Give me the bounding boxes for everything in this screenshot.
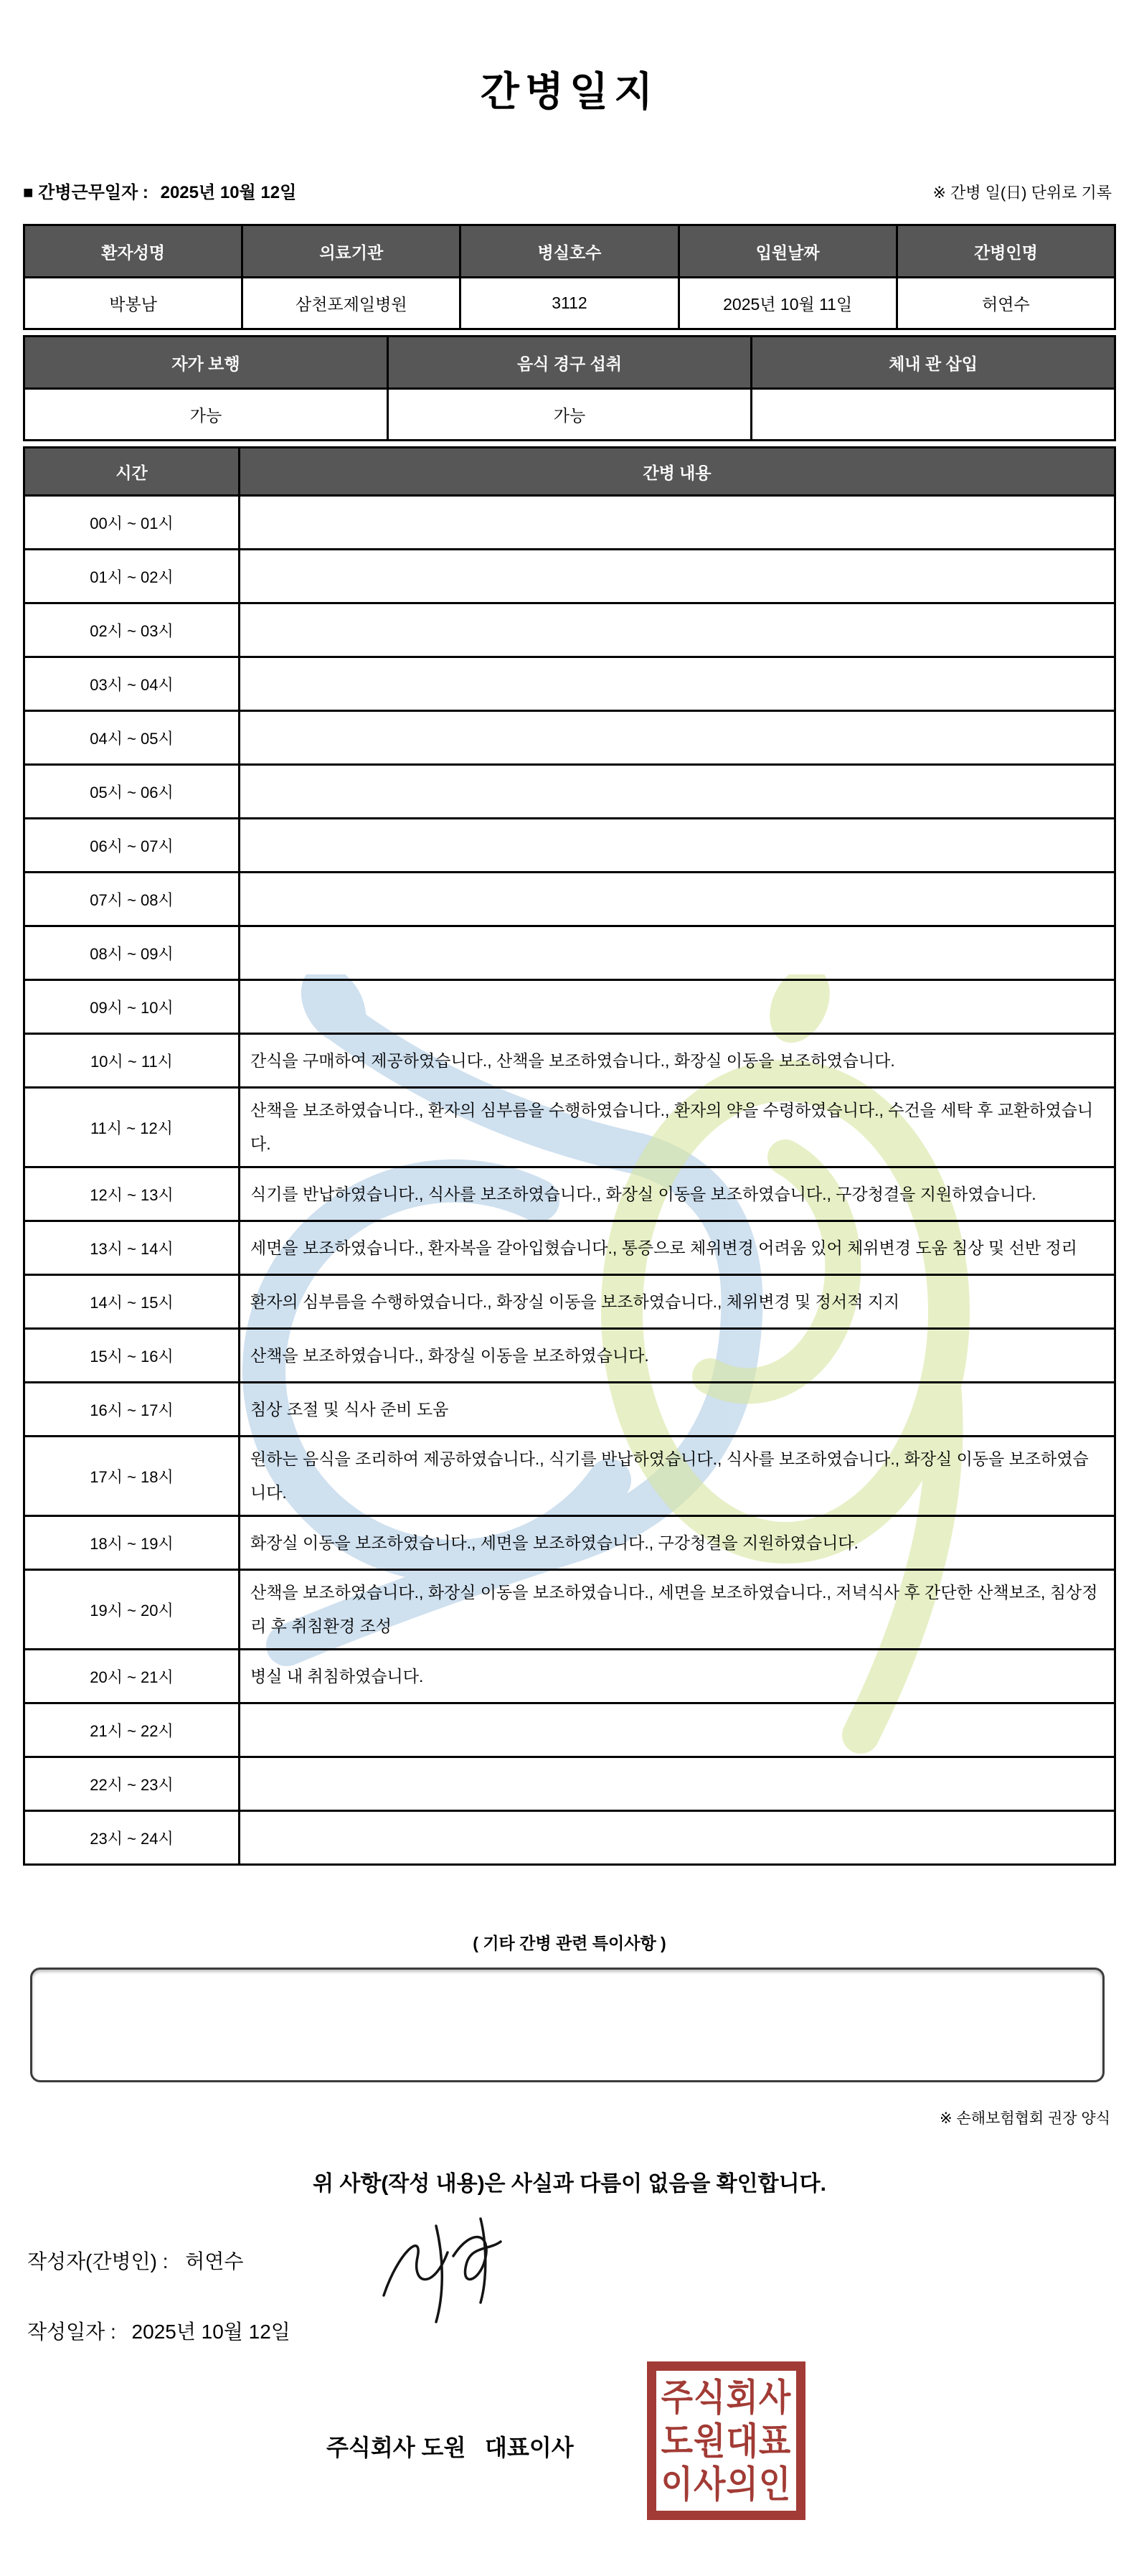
care-header-row: [24, 448, 1115, 496]
form-note: ※ 손해보험협회 권장 양식: [940, 2110, 1110, 2127]
care-row-content: 산책을 보조하였습니다., 화장실 이동을 보조하였습니다., 세면을 보조하였습니다., 저녁식사 후 간단한 산책보조, 침상정리 후 취침환경 조성: [240, 1570, 1115, 1650]
care-row: [24, 1757, 1115, 1811]
patient-header-hospital: 의료기관: [242, 225, 460, 278]
room-number: 3112: [460, 278, 679, 329]
care-row-content: [240, 819, 1115, 873]
care-row-content: [240, 1757, 1115, 1811]
writer-line: [27, 2246, 243, 2275]
care-row-time: 09시 ~ 10시: [24, 980, 240, 1034]
care-row-content: [240, 926, 1115, 980]
status-header-tube: 체내 관 삽입: [752, 337, 1115, 389]
care-row-time: 00시 ~ 01시: [24, 496, 240, 550]
caregiver-signature: [373, 2213, 524, 2328]
care-row-time: 13시 ~ 14시: [24, 1221, 240, 1275]
caregiver-name: 허연수: [897, 278, 1115, 329]
written-date-label: 작성일자 :: [27, 2321, 116, 2343]
confirmation-statement: 위 사항(작성 내용)은 사실과 다름이 없음을 확인합니다.: [313, 2172, 826, 2196]
written-date-value: 2025년 10월 12일: [131, 2321, 290, 2343]
patient-info-table: [23, 224, 1116, 330]
care-row: [24, 1383, 1115, 1437]
care-row-time: 03시 ~ 04시: [24, 657, 240, 711]
care-row-time: 16시 ~ 17시: [24, 1383, 240, 1437]
patient-status-table: [23, 335, 1116, 441]
care-row-content: [240, 873, 1115, 926]
patient-header-room: 병실호수: [460, 225, 679, 278]
work-date-line: [23, 178, 296, 203]
status-header-oral-intake: 음식 경구 섭취: [388, 337, 752, 389]
company-ceo-line: 주식회사 도원 대표이사: [326, 2435, 574, 2460]
patient-header-name: 환자성명: [24, 225, 242, 278]
care-row-content: 산책을 보조하였습니다., 환자의 심부름을 수행하였습니다., 환자의 약을 수령하였습니다., 수건을 세탁 후 교환하였습니다.: [240, 1088, 1115, 1167]
care-row-content: 병실 내 취침하였습니다.: [240, 1650, 1115, 1703]
writer-name: 허연수: [185, 2250, 244, 2272]
status-walking-value: 가능: [24, 389, 388, 441]
patient-header-caregiver: 간병인명: [897, 225, 1115, 278]
care-row: [24, 657, 1115, 711]
care-table-body: [24, 448, 1115, 1865]
care-row-content: 원하는 음식을 조리하여 제공하였습니다., 식기를 반납하였습니다., 식사를 보조하였습니다., 화장실 이동을 보조하였습니다.: [240, 1437, 1115, 1516]
care-row-content: 환자의 심부름을 수행하였습니다., 화장실 이동을 보조하였습니다., 체위변경 및 정서적 지지: [240, 1275, 1115, 1329]
patient-header-admission: 입원날짜: [679, 225, 897, 278]
care-row: [24, 1088, 1115, 1167]
care-row-time: 08시 ~ 09시: [24, 926, 240, 980]
care-row: [24, 926, 1115, 980]
care-row-time: 21시 ~ 22시: [24, 1703, 240, 1757]
care-row-content: [240, 765, 1115, 819]
care-row: [24, 1275, 1115, 1329]
care-row-content: [240, 1703, 1115, 1757]
patient-value-row: [24, 278, 1115, 329]
status-header-walking: 자가 보행: [24, 337, 388, 389]
care-row: [24, 1329, 1115, 1383]
work-date-label: ■ 간병근무일자 :: [23, 183, 148, 202]
care-row: [24, 819, 1115, 873]
work-date-value: 2025년 10월 12일: [160, 183, 297, 202]
care-row: [24, 1570, 1115, 1650]
care-row: [24, 1167, 1115, 1221]
care-row-content: 산책을 보조하였습니다., 화장실 이동을 보조하였습니다.: [240, 1329, 1115, 1383]
status-oral-intake-value: 가능: [388, 389, 752, 441]
seal-row-3: 이사의인: [661, 2463, 792, 2505]
care-row-time: 11시 ~ 12시: [24, 1088, 240, 1167]
admission-date: 2025년 10월 11일: [679, 278, 897, 329]
care-row-content: [240, 711, 1115, 765]
care-row: [24, 765, 1115, 819]
care-row-time: 05시 ~ 06시: [24, 765, 240, 819]
page-title: 간병일지: [480, 69, 659, 114]
care-row-content: 세면을 보조하였습니다., 환자복을 갈아입혔습니다., 통증으로 체위변경 어려움 있어 체위변경 도움 침상 및 선반 정리: [240, 1221, 1115, 1275]
written-date-line: [27, 2316, 290, 2345]
care-row: [24, 550, 1115, 603]
care-log-table: [23, 446, 1116, 1866]
care-row: [24, 1034, 1115, 1088]
notes-heading: ( 기타 간병 관련 특이사항 ): [473, 1934, 666, 1952]
care-row: [24, 1703, 1115, 1757]
care-row-content: 간식을 구매하여 제공하였습니다., 산책을 보조하였습니다., 화장실 이동을 보조하였습니다.: [240, 1034, 1115, 1088]
care-row-content: 화장실 이동을 보조하였습니다., 세면을 보조하였습니다., 구강청결을 지원하였습니다.: [240, 1516, 1115, 1570]
care-row: [24, 1437, 1115, 1516]
care-row-time: 02시 ~ 03시: [24, 603, 240, 657]
writer-label: 작성자(간병인) :: [27, 2250, 169, 2272]
care-row-content: [240, 496, 1115, 550]
care-row-time: 14시 ~ 15시: [24, 1275, 240, 1329]
care-row: [24, 1516, 1115, 1570]
care-row-content: [240, 980, 1115, 1034]
care-row-time: 23시 ~ 24시: [24, 1811, 240, 1865]
care-row-time: 12시 ~ 13시: [24, 1167, 240, 1221]
care-row: [24, 980, 1115, 1034]
care-row-time: 18시 ~ 19시: [24, 1516, 240, 1570]
care-row: [24, 1221, 1115, 1275]
care-row: [24, 603, 1115, 657]
corporate-seal-stamp: [647, 2361, 805, 2520]
care-row-time: 04시 ~ 05시: [24, 711, 240, 765]
care-header-time: 시간: [24, 448, 240, 496]
notes-box: [30, 1968, 1105, 2082]
status-tube-value: [752, 389, 1115, 441]
care-row-time: 10시 ~ 11시: [24, 1034, 240, 1088]
care-row-content: 침상 조절 및 식사 준비 도움: [240, 1383, 1115, 1437]
care-row-content: [240, 550, 1115, 603]
care-row: [24, 711, 1115, 765]
care-row: [24, 873, 1115, 926]
care-row-time: 07시 ~ 08시: [24, 873, 240, 926]
unit-note: ※ 간병 일(日) 단위로 기록: [932, 184, 1112, 202]
care-row-time: 22시 ~ 23시: [24, 1757, 240, 1811]
patient-header-row: [24, 225, 1115, 278]
seal-row-1: 주식회사: [661, 2377, 792, 2419]
seal-row-2: 도원대표: [661, 2420, 792, 2462]
status-header-row: [24, 337, 1115, 389]
care-row-content: [240, 657, 1115, 711]
care-row: [24, 496, 1115, 550]
care-row-content: [240, 603, 1115, 657]
care-header-content: 간병 내용: [240, 448, 1115, 496]
patient-name: 박봉남: [24, 278, 242, 329]
care-row-time: 01시 ~ 02시: [24, 550, 240, 603]
care-row-time: 17시 ~ 18시: [24, 1437, 240, 1516]
care-row-time: 20시 ~ 21시: [24, 1650, 240, 1703]
care-row-content: [240, 1811, 1115, 1865]
care-row-time: 06시 ~ 07시: [24, 819, 240, 873]
care-row-time: 15시 ~ 16시: [24, 1329, 240, 1383]
hospital-name: 삼천포제일병원: [242, 278, 460, 329]
care-row-time: 19시 ~ 20시: [24, 1570, 240, 1650]
care-row: [24, 1811, 1115, 1865]
care-row-content: 식기를 반납하였습니다., 식사를 보조하였습니다., 화장실 이동을 보조하였습니다., 구강청결을 지원하였습니다.: [240, 1167, 1115, 1221]
care-row: [24, 1650, 1115, 1703]
status-value-row: [24, 389, 1115, 441]
